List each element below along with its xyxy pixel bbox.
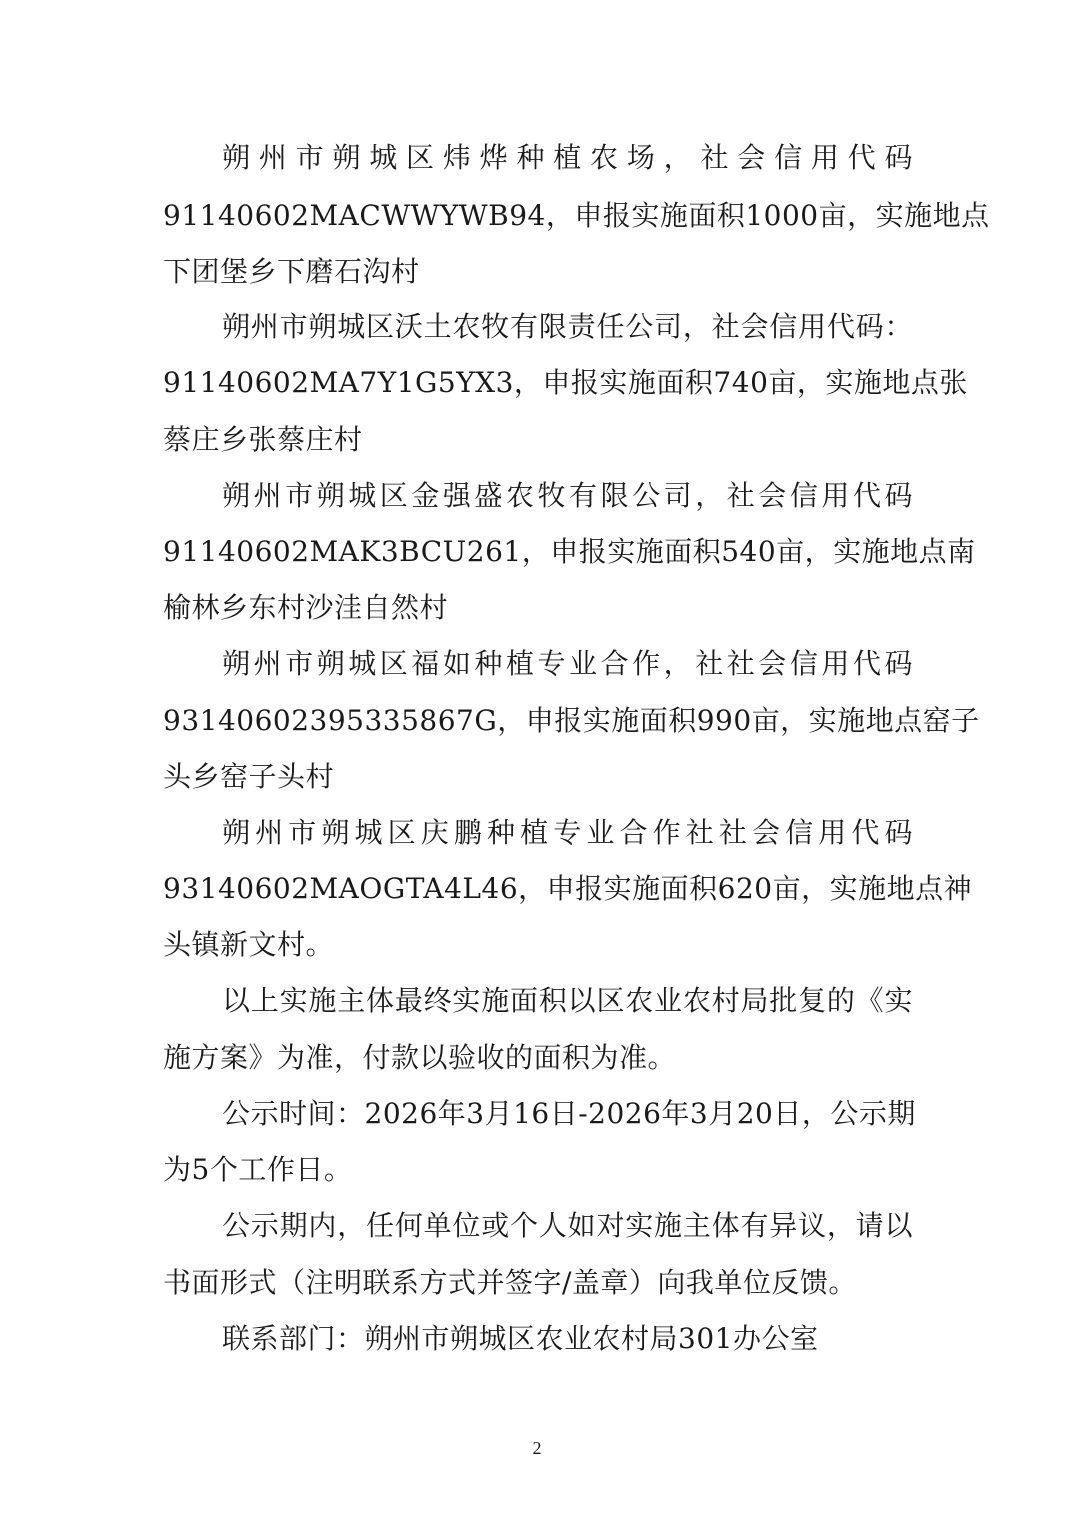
entry-5-line-3: 头镇新文村。: [163, 928, 335, 961]
entry-1-line-1: 朔州市朔城区炜烨种植农场，社会信用代码: [222, 141, 913, 174]
entry-1-line-2: 91140602MACWWYWB94，申报实施面积1000亩，实施地点: [163, 199, 990, 232]
entry-4-line-2: 93140602395335867G，申报实施面积990亩，实施地点窑子: [163, 704, 980, 737]
entry-3-line-2: 91140602MAK3BCU261，申报实施面积540亩，实施地点南: [163, 535, 976, 568]
note-2-line-2: 为5个工作日。: [163, 1153, 353, 1186]
entry-1-line-3: 下团堡乡下磨石沟村: [163, 255, 420, 288]
entry-4-line-3: 头乡窑子头村: [163, 760, 335, 793]
entry-2-line-2: 91140602MA7Y1G5YX3，申报实施面积740亩，实施地点张: [163, 366, 968, 399]
entry-2-line-1: 朔州市朔城区沃土农牧有限责任公司，社会信用代码：: [222, 310, 913, 343]
entry-3-line-3: 榆林乡东村沙洼自然村: [163, 591, 449, 624]
entry-5-line-2: 93140602MAOGTA4L46，申报实施面积620亩，实施地点神: [163, 872, 973, 905]
entry-4-line-1: 朔州市朔城区福如种植专业合作，社社会信用代码: [222, 647, 913, 680]
note-1-line-2: 施方案》为准，付款以验收的面积为准。: [163, 1041, 677, 1074]
note-3-line-2: 书面形式（注明联系方式并签字/盖章）向我单位反馈。: [163, 1266, 857, 1299]
entry-5-line-1: 朔州市朔城区庆鹏种植专业合作社社会信用代码: [222, 816, 913, 849]
page-number: 2: [532, 1438, 542, 1458]
note-1-line-1: 以上实施主体最终实施面积以区农业农村局批复的《实: [222, 984, 913, 1017]
entry-2-line-3: 蔡庄乡张蔡庄村: [163, 423, 363, 456]
note-3-line-1: 公示期内，任何单位或个人如对实施主体有异议，请以: [222, 1209, 913, 1242]
note-2-line-1: 公示时间：2026年3月16日-2026年3月20日，公示期: [222, 1097, 916, 1130]
entry-3-line-1: 朔州市朔城区金强盛农牧有限公司，社会信用代码: [222, 479, 913, 512]
contact-department: 联系部门：朔州市朔城区农业农村局301办公室: [222, 1322, 819, 1355]
